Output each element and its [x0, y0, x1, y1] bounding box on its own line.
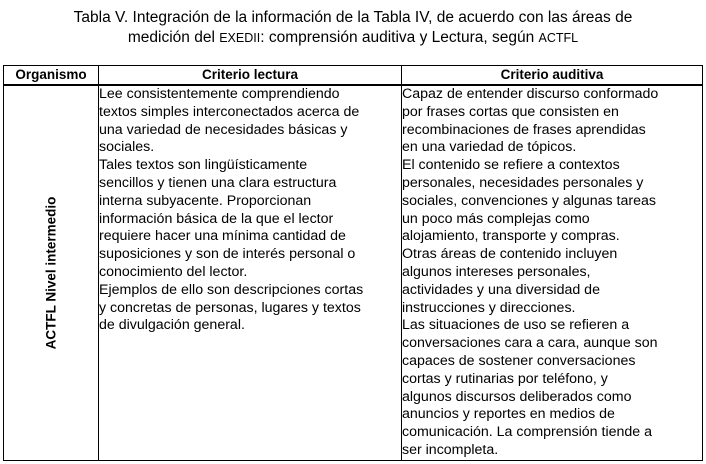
caption-actfl: ACTFL: [538, 31, 579, 45]
lectura-line: interna subyacente. Proporcionan: [99, 192, 312, 209]
auditiva-line: en una variedad de tópicos.: [402, 139, 577, 156]
header-criterio-auditiva: Criterio auditiva: [402, 66, 703, 86]
auditiva-line: El contenido se refiere a contextos: [402, 157, 620, 174]
lectura-line: Ejemplos de ello son descripciones cortas: [99, 281, 364, 298]
auditiva-line: por frases cortas que consisten en: [402, 103, 619, 120]
lectura-line: Lee consistentemente comprendiendo: [99, 86, 340, 102]
caption-line-2-mid: : comprensión auditiva y Lectura, según: [260, 29, 539, 46]
auditiva-line: capaces de sostener conversaciones: [402, 352, 636, 369]
caption-line-2-pre: medición del: [127, 29, 220, 46]
caption-line-2: [0, 28, 706, 48]
auditiva-line: cortas y rutinarias por teléfono, y: [402, 370, 608, 387]
auditiva-line: algunos discursos deliberados como: [402, 388, 632, 405]
organismo-label: ACTFL Nivel intermedio: [43, 196, 59, 350]
auditiva-line: conversaciones cara a cara, aunque son: [402, 335, 658, 352]
header-organismo: Organismo: [4, 66, 99, 86]
auditiva-line: alojamiento, transporte y compras.: [402, 228, 620, 245]
lectura-line: Tales textos son lingüísticamente: [99, 157, 308, 174]
auditiva-line: un poco más complejas como: [402, 210, 590, 227]
lectura-line: textos simples interconectados acerca de: [99, 103, 360, 120]
auditiva-line: recombinaciones de frases aprendidas: [402, 121, 646, 138]
lectura-line: una variedad de necesidades básicas y: [99, 121, 348, 138]
lectura-line: sencillos y tienen una clara estructura: [99, 174, 337, 191]
auditiva-cell: [402, 85, 703, 460]
lectura-cell: [99, 85, 402, 460]
body-row: [4, 85, 703, 460]
auditiva-line: personales, necesidades personales y: [402, 174, 644, 191]
lectura-line: sociales.: [99, 139, 155, 156]
lectura-line: conocimiento del lector.: [99, 263, 248, 280]
lectura-line: y concretas de personas, lugares y textos: [99, 299, 361, 316]
auditiva-line: Otras áreas de contenido incluyen: [402, 246, 618, 263]
organismo-cell: [4, 85, 99, 460]
auditiva-line: comunicación. La comprensión tiende a: [402, 424, 653, 441]
auditiva-line: anuncios y reportes en medios de: [402, 406, 615, 423]
header-criterio-lectura: Criterio lectura: [99, 66, 402, 86]
caption-exedii: EXEDII: [219, 31, 261, 45]
table-caption: [0, 8, 706, 48]
header-row: [4, 66, 703, 86]
criteria-table: [3, 65, 703, 461]
auditiva-line: algunos intereses personales,: [402, 263, 591, 280]
lectura-line: suposiciones y son de interés personal o: [99, 246, 356, 263]
auditiva-line: Las situaciones de uso se refieren a: [402, 317, 630, 334]
auditiva-line: Capaz de entender discurso conformado: [402, 86, 659, 102]
lectura-line: de divulgación general.: [99, 317, 245, 334]
lectura-line: requiere hacer una mínima cantidad de: [99, 228, 346, 245]
auditiva-line: instrucciones y direcciones.: [402, 299, 576, 316]
auditiva-line: ser incompleta.: [402, 441, 499, 458]
auditiva-line: sociales, convenciones y algunas tareas: [402, 192, 656, 209]
caption-line-1: Tabla V. Integración de la información de la Tabla IV, de acuerdo con las áreas de: [73, 9, 633, 26]
auditiva-line: actividades y una diversidad de: [402, 281, 600, 298]
lectura-line: información básica de la que el lector: [99, 210, 334, 227]
